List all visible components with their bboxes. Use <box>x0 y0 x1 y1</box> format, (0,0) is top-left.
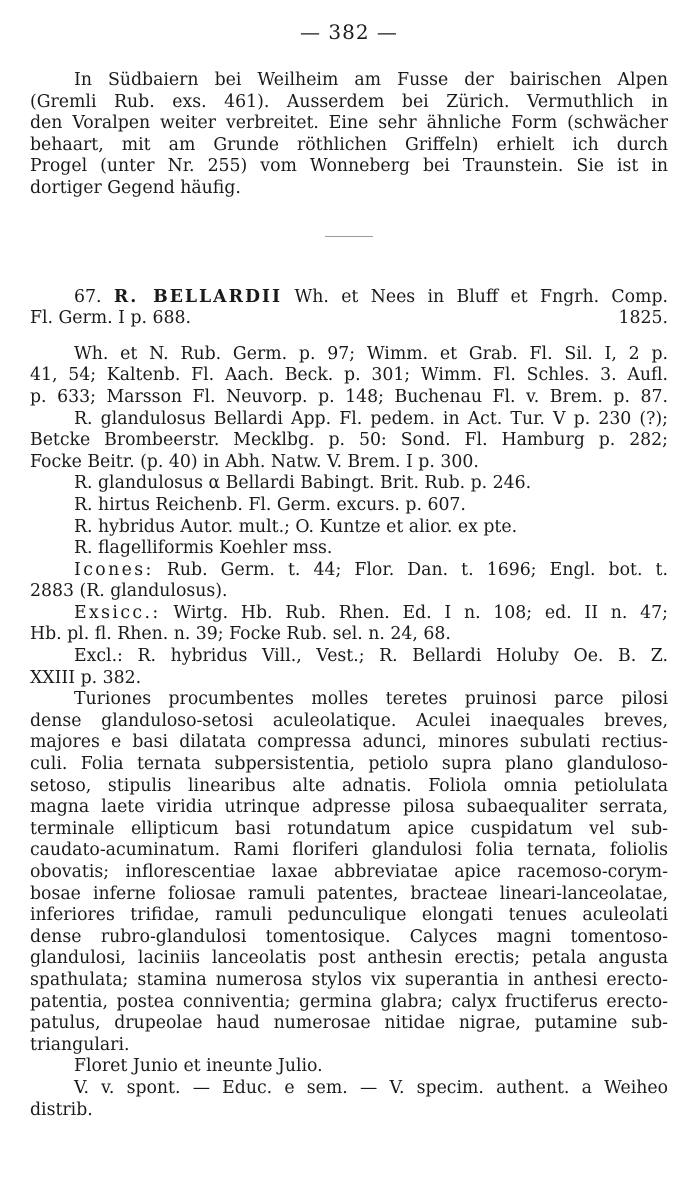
synonym-line: Focke Beitr. (p. 40) in Abh. Natw. V. Brem. I p. 300. <box>30 451 479 472</box>
description-line: glandulosi, laciniis lanceolatis post anthesin erectis; petala angusta <box>30 948 668 969</box>
intro-paragraph <box>30 70 668 200</box>
excl-line-1: Excl.: R. hybridus Vill., Vest.; R. Bellardi Holuby Oe. B. Z. <box>74 646 668 667</box>
latin-description <box>30 689 668 1121</box>
description-line: majores e basi dilatata compressa adunci, minores subulati rectius- <box>30 732 668 753</box>
text-line: dortiger Gegend häufig. <box>30 177 241 198</box>
icones-line-2: 2883 (R. glandulosus). <box>30 581 228 602</box>
page-number: — 382 — <box>300 20 398 44</box>
description-line: inferiores trifidae, ramuli pedunculique elongati tenues aculeolati <box>30 905 668 926</box>
closing-line-2: distrib. <box>30 1099 93 1120</box>
synonym-line: R. hirtus Reichenb. Fl. Germ. excurs. p. 607. <box>74 494 466 515</box>
excl-line-2: XXIII p. 382. <box>30 667 142 688</box>
text-line: In Südbaiern bei Weilheim am Fusse der bairischen Alpen <box>74 70 668 90</box>
text-line: Progel (unter Nr. 255) vom Wonneberg bei Traunstein. Sie ist in <box>30 156 668 177</box>
section-divider <box>325 236 373 237</box>
species-authority: Wh. et Nees in Bluff et Fngrh. Comp. <box>294 286 668 307</box>
species-name: R. BELLARDII <box>113 286 283 307</box>
exsicc-label: Exsicc.: <box>74 602 161 623</box>
description-line: culi. Folia ternata subpersistentia, petiolo supra plano glanduloso- <box>30 754 668 775</box>
floret-line: Floret Junio et ineunte Julio. <box>74 1056 323 1077</box>
description-line: patentia, postea conniventia; germina glabra; calyx fructiferus erecto- <box>30 991 668 1012</box>
description-line: terminale ellipticum basi rotundatum apice cuspidatum vel sub- <box>30 818 668 839</box>
description-line: bosae inferne foliosae ramuli patentes, bracteae lineari-lanceolatae, <box>30 883 668 904</box>
species-line-2 <box>30 308 668 330</box>
species-year: 1825. <box>618 308 668 329</box>
description-line: triangulari. <box>30 1034 130 1055</box>
synonym-line: 41, 54; Kaltenb. Fl. Aach. Beck. p. 301; Wimm. Fl. Schles. 3. Aufl. <box>30 365 668 386</box>
description-line: dense rubro-glandulosi tomentosique. Calyces magni tomentoso- <box>30 926 668 947</box>
text-line: behaart, mit am Grunde röthlichen Griffeln) erhielt ich durch <box>30 134 668 155</box>
exsicc-line-1 <box>30 603 668 625</box>
exsicc-text: Wirtg. Hb. Rub. Rhen. Ed. I n. 108; ed. II n. 47; <box>173 602 668 623</box>
species-heading <box>30 287 668 330</box>
description-line: caudato-acuminatum. Rami floriferi glandulosi folia ternata, foliolis <box>30 840 668 861</box>
closing-line-1: V. v. spont. — Educ. e sem. — V. specim. authent. a Weiheo <box>74 1077 668 1098</box>
synonym-line: R. flagelliformis Koehler mss. <box>74 538 333 559</box>
description-line: dense glanduloso-setosi aculeolatique. Aculei inaequales breves, <box>30 710 668 731</box>
icones-text: Rub. Germ. t. 44; Flor. Dan. t. 1696; Engl. bot. t. <box>166 559 668 580</box>
species-line-1 <box>30 287 668 309</box>
synonym-line: p. 633; Marsson Fl. Neuvorp. p. 148; Buchenau Fl. v. Brem. p. 87. <box>30 386 668 407</box>
synonym-line: R. hybridus Autor. mult.; O. Kuntze et alior. ex pte. <box>74 516 518 537</box>
synonym-line: Wh. et N. Rub. Germ. p. 97; Wimm. et Grab. Fl. Sil. I, 2 p. <box>74 343 668 364</box>
text-line: den Voralpen weiter verbreitet. Eine sehr ähnliche Form (schwächer <box>30 113 668 134</box>
description-line: Turiones procumbentes molles teretes pruinosi parce pilosi <box>74 689 668 710</box>
icones-label: Icones: <box>74 559 154 580</box>
synonym-line: Betcke Brombeerstr. Mecklbg. p. 50: Sond. Fl. Hamburg p. 282; <box>30 430 668 451</box>
description-line: magna laete viridia utrinque adpresse pilosa subaequaliter serrata, <box>30 797 668 818</box>
text-line: (Gremli Rub. exs. 461). Ausserdem bei Zürich. Vermuthlich in <box>30 91 668 112</box>
description-line: setoso, stipulis linearibus alte adnatis. Foliola omnia petiolulata <box>30 775 668 796</box>
description-line: spathulata; stamina numerosa stylos vix superantia in anthesi erecto- <box>30 969 668 990</box>
species-reference: Fl. Germ. I p. 688. <box>30 308 192 329</box>
synonymy <box>30 344 668 690</box>
description-line: patulus, drupeolae haud numerosae nitidae nigrae, putamine sub- <box>30 1013 668 1034</box>
synonym-line: R. glandulosus Bellardi App. Fl. pedem. in Act. Tur. V p. 230 (?); <box>74 408 668 429</box>
synonym-line: R. glandulosus α Bellardi Babingt. Brit. Rub. p. 246. <box>74 473 532 494</box>
icones-line-1 <box>30 560 668 582</box>
description-line: obovatis; inflorescentiae laxae abbreviatae apice racemoso-corym- <box>30 862 668 882</box>
exsicc-line-2: Hb. pl. fl. Rhen. n. 39; Focke Rub. sel. n. 24, 68. <box>30 624 451 645</box>
page <box>30 20 668 1121</box>
species-number: 67. <box>74 286 102 307</box>
